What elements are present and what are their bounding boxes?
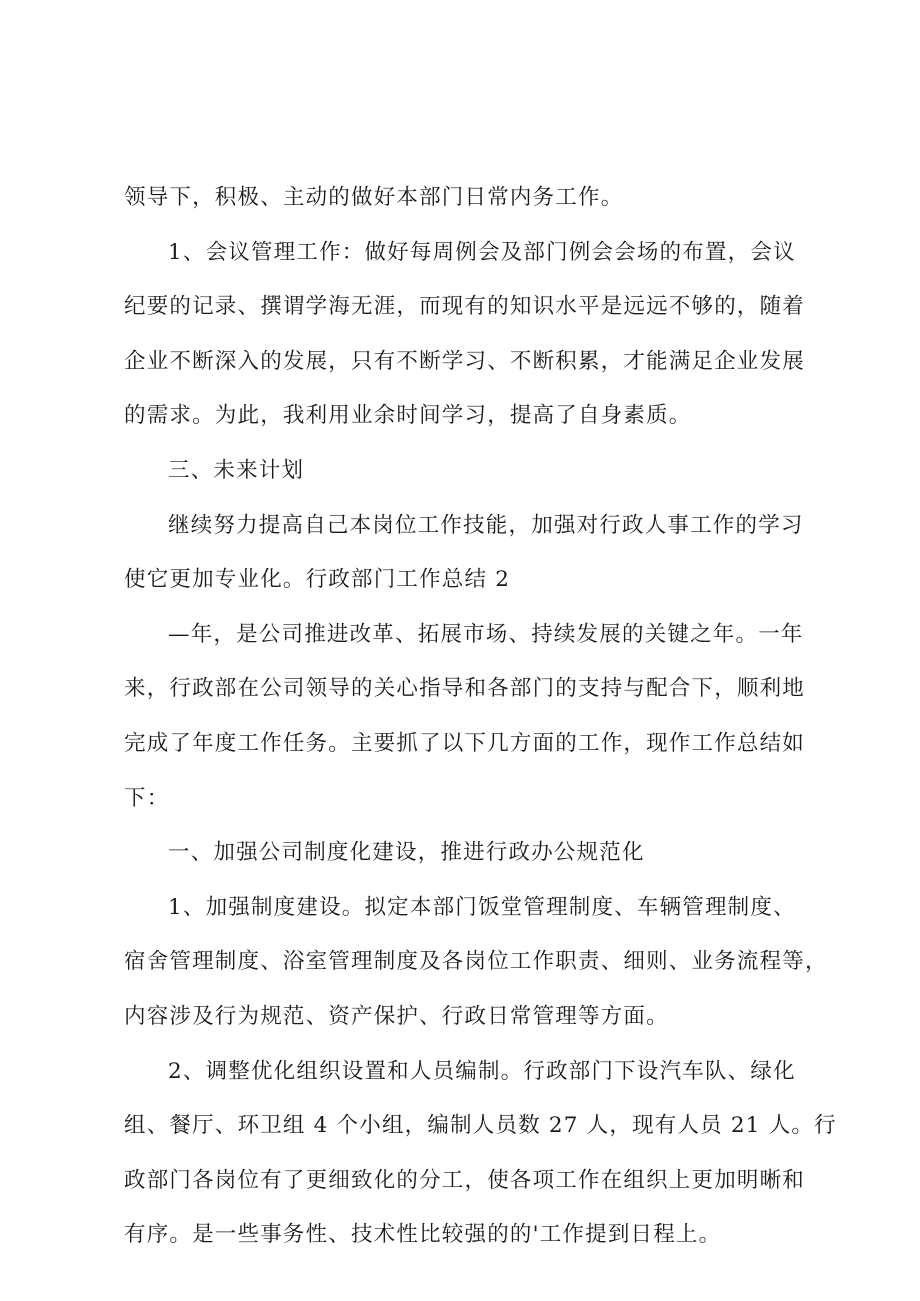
section-heading-future-plan: 三、未来计划 <box>168 457 305 483</box>
text-line-18: 组、餐厅、环卫组 4 个小组，编制人员数 27 人，现有人员 21 人。行 <box>124 1113 837 1139</box>
text-line-16: 内容涉及行为规范、资产保护、行政日常管理等方面。 <box>124 1003 669 1029</box>
text-line-10: 来，行政部在公司领导的关心指导和各部门的支持与配合下，顺利地 <box>124 676 806 702</box>
text-line-12: 下： <box>124 785 170 811</box>
text-line-14: 1、加强制度建设。拟定本部门饭堂管理制度、车辆管理制度、 <box>168 894 796 920</box>
text-line-20: 有序。是一些事务性、技术性比较强的的'工作提到日程上。 <box>124 1222 722 1248</box>
text-line-5: 的需求。为此，我利用业余时间学习，提高了自身素质。 <box>124 403 692 429</box>
text-line-19: 政部门各岗位有了更细致化的分工，使各项工作在组织上更加明晰和 <box>124 1167 806 1193</box>
text-line-4: 企业不断深入的发展，只有不断学习、不断积累，才能满足企业发展 <box>124 348 806 374</box>
text-line-8: 使它更加专业化。行政部门工作总结 2 <box>124 567 511 593</box>
text-line-3: 纪要的记录、撰谓学海无涯，而现有的知识水平是远远不够的，随着 <box>124 294 806 320</box>
text-line-9: —年，是公司推进改革、拓展市场、持续发展的关键之年。一年 <box>168 621 804 647</box>
text-line-11: 完成了年度工作任务。主要抓了以下几方面的工作，现作工作总结如 <box>124 730 806 756</box>
text-line-2: 1、会议管理工作：做好每周例会及部门例会会场的布置，会议 <box>168 239 796 265</box>
text-line-15: 宿舍管理制度、浴室管理制度及各岗位工作职责、细则、业务流程等， <box>124 949 828 975</box>
text-line-17: 2、调整优化组织设置和人员编制。行政部门下设汽车队、绿化 <box>168 1058 796 1084</box>
section-heading-institutionalization: 一、加强公司制度化建设，推进行政办公规范化 <box>168 840 645 866</box>
text-line-1: 领导下，积极、主动的做好本部门日常内务工作。 <box>124 185 624 210</box>
text-line-7: 继续努力提高自己本岗位工作技能，加强对行政人事工作的学习 <box>168 512 804 538</box>
document-body <box>124 176 837 1268</box>
